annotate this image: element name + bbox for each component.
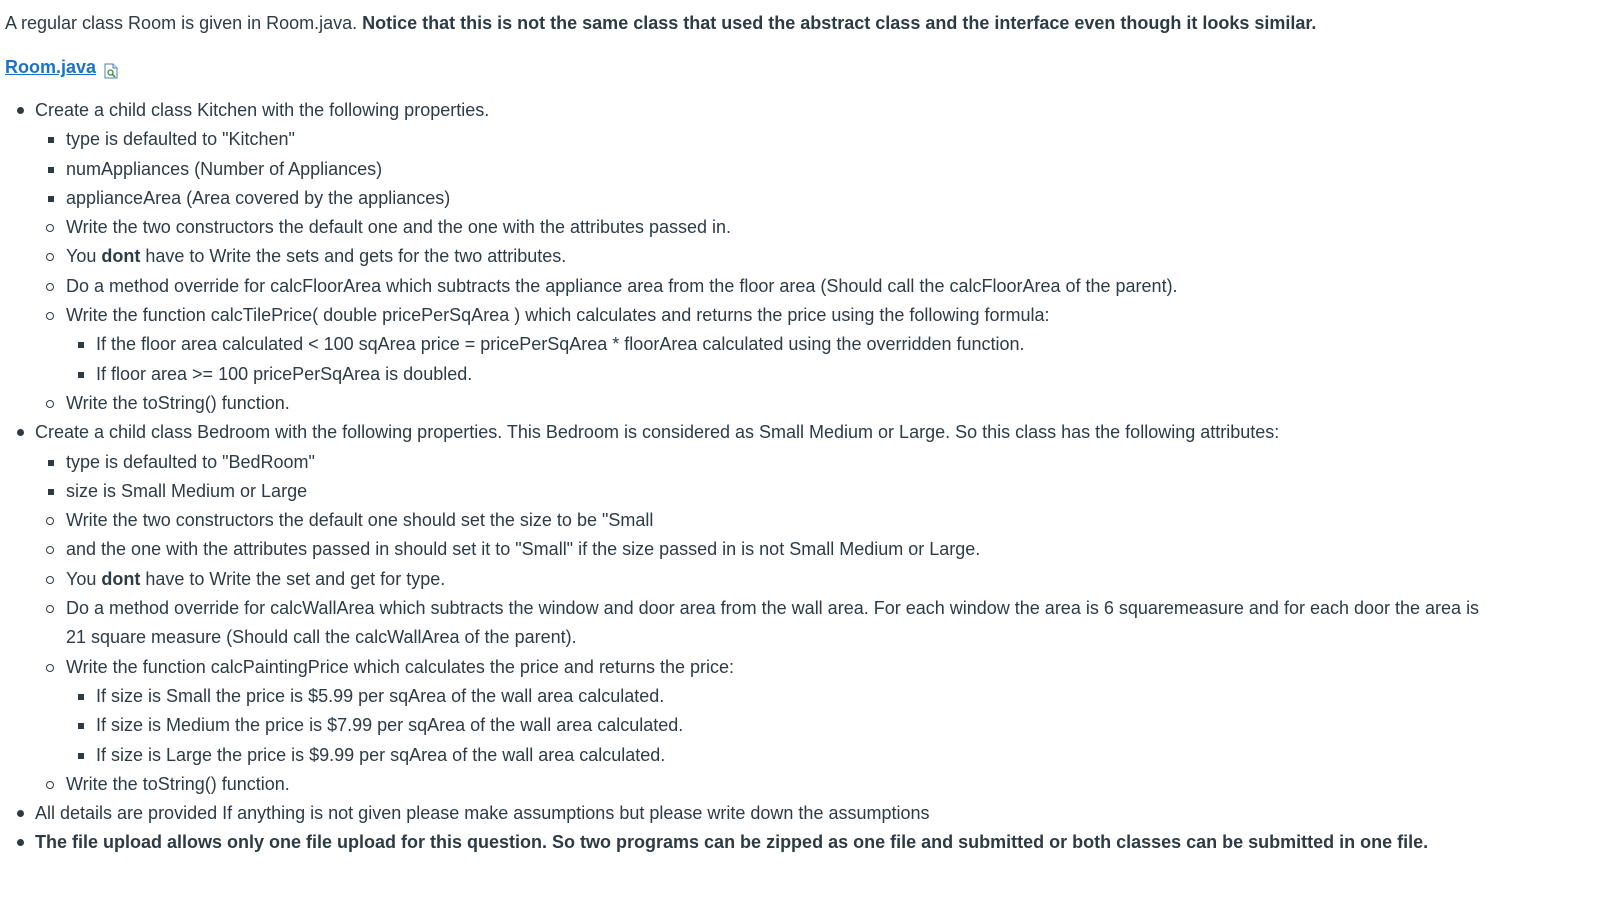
sets-text-pre: You [66,246,102,267]
bedroom-tostring: Write the toString() function. [35,770,1607,799]
painting-rules [35,682,1607,770]
upload-note: The file upload allows only one file upload for this question. So two programs can be zipped as one file and submitted or both classes can be submitted in one file. [35,832,1429,853]
upload-note-item [5,828,1607,857]
intro-text: A regular class Room is given in Room.java. [5,13,363,33]
room-java-link[interactable]: Room.java [5,57,97,77]
kitchen-header: Create a child class Kitchen with the following properties. [35,100,490,120]
file-line [5,52,1607,82]
set-text-post: have to Write the set and get for type. [140,568,446,589]
bedroom-prop: size is Small Medium or Large [5,477,1607,506]
tile-rules [35,330,1607,389]
details-item: All details are provided If anything is not given please make assumptions but please write down the assumptions [5,799,1607,828]
bedroom-set-get [35,565,1607,594]
tile-rule: If floor area >= 100 pricePerSqArea is doubled. [35,360,1607,389]
intro-paragraph [5,8,1607,38]
set-text-bold: dont [101,568,141,589]
bedroom-prop: type is defaulted to "BedRoom" [5,448,1607,477]
painting-price-text: Write the function calcPaintingPrice which calculates the price and returns the price: [66,656,735,677]
override-line-1: Do a method override for calcWallArea which subtracts the window and door area from the wall area. For each window the area is 6 squaremeasure and for each door the area is [66,598,1480,619]
kitchen-tile-price [35,301,1607,389]
requirements-list [5,96,1607,858]
kitchen-override: Do a method override for calcFloorArea which subtracts the appliance area from the floor area (Should call the calcFloorArea of the parent). [35,272,1607,301]
tile-rule: If the floor area calculated < 100 sqArea price = pricePerSqArea * floorArea calculated using the overridden function. [35,330,1607,359]
kitchen-prop: type is defaulted to "Kitchen" [5,125,1607,154]
bedroom-constructors-2: and the one with the attributes passed in should set it to "Small" if the size passed in is not Small Medium or Large. [35,535,1607,564]
bedroom-painting-price [35,653,1607,770]
bedroom-tasks [35,506,1607,799]
intro-notice: Notice that this is not the same class that used the abstract class and the interface even though it looks similar. [362,13,1317,33]
kitchen-constructors: Write the two constructors the default one and the one with the attributes passed in. [35,213,1607,242]
kitchen-props [5,125,1607,213]
bedroom-item [5,418,1607,799]
kitchen-tasks [35,213,1607,418]
painting-rule: If size is Small the price is $5.99 per sqArea of the wall area calculated. [35,682,1607,711]
kitchen-tostring: Write the toString() function. [35,389,1607,418]
kitchen-prop: applianceArea (Area covered by the appliances) [5,184,1607,213]
sets-text-post: have to Write the sets and gets for the two attributes. [140,246,567,267]
painting-rule: If size is Large the price is $9.99 per sqArea of the wall area calculated. [35,741,1607,770]
bedroom-header: Create a child class Bedroom with the following properties. This Bedroom is considered as Small Medium or Large. So this class has the following attributes: [35,422,1280,443]
bedroom-props [5,448,1607,507]
document-preview-icon[interactable] [104,58,118,74]
painting-rule: If size is Medium the price is $7.99 per sqArea of the wall area calculated. [35,711,1607,740]
set-text-pre: You [66,568,102,589]
kitchen-item [5,96,1607,418]
override-line-2: 21 square measure (Should call the calcWallArea of the parent). [66,627,577,648]
tile-price-text: Write the function calcTilePrice( double pricePerSqArea ) which calculates and returns the price using the following formula: [66,305,1050,326]
bedroom-constructors: Write the two constructors the default one should set the size to be "Small [35,506,1607,535]
sets-text-bold: dont [101,246,141,267]
bedroom-override [35,594,1607,653]
kitchen-prop: numAppliances (Number of Appliances) [5,155,1607,184]
kitchen-sets-gets [35,242,1607,271]
